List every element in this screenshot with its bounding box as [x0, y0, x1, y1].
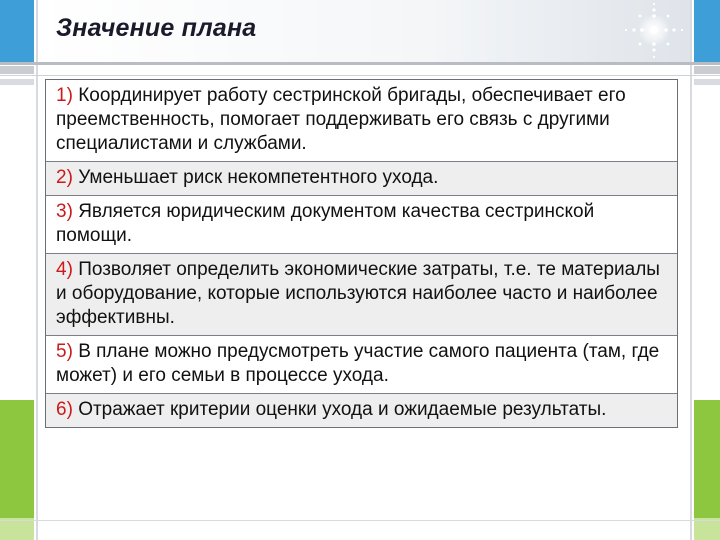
- header-divider-thin: [0, 75, 720, 76]
- item-number: 3): [56, 201, 73, 222]
- item-number: 4): [56, 259, 73, 280]
- left-light-green-block: [0, 518, 34, 540]
- table-row: [46, 162, 677, 196]
- right-blue-block: [694, 0, 720, 62]
- table-row: [46, 196, 677, 254]
- table-row: [46, 336, 677, 394]
- item-number: 1): [56, 85, 73, 106]
- table-row: [46, 254, 677, 336]
- left-green-block: [0, 400, 34, 518]
- item-number: 5): [56, 341, 73, 362]
- page-title: Значение плана: [56, 14, 257, 42]
- item-number: 6): [56, 399, 73, 420]
- right-light-green-block: [694, 518, 720, 540]
- right-green-block: [694, 400, 720, 518]
- right-gray-stripe-2: [694, 79, 720, 85]
- plan-table: [45, 79, 678, 428]
- footer-divider: [0, 520, 720, 521]
- item-text: Координирует работу сестринской бригады, обеспечивает его преемственность, помогает поддерживать его связь с другими специалистами и службами.: [56, 85, 626, 154]
- table-row: [46, 394, 677, 427]
- right-gray-stripe: [694, 66, 720, 74]
- item-text: Позволяет определить экономические затраты, т.е. те материалы и оборудование, которые используются наиболее часто и наиболее эффективны.: [56, 259, 660, 328]
- left-divider: [36, 0, 38, 540]
- sparkle-icon: [612, 2, 688, 60]
- item-text: Уменьшает риск некомпетентного ухода.: [78, 167, 439, 188]
- left-gray-stripe: [0, 66, 34, 74]
- left-gray-stripe-2: [0, 79, 34, 85]
- item-number: 2): [56, 167, 73, 188]
- item-text: Является юридическим документом качества сестринской помощи.: [56, 201, 595, 246]
- item-text: Отражает критерии оценки ухода и ожидаемые результаты.: [78, 399, 607, 420]
- header-divider: [0, 62, 720, 65]
- table-row: [46, 80, 677, 162]
- right-divider: [690, 0, 692, 540]
- left-blue-block: [0, 0, 34, 62]
- item-text: В плане можно предусмотреть участие самого пациента (там, где может) и его семьи в процессе ухода.: [56, 341, 660, 386]
